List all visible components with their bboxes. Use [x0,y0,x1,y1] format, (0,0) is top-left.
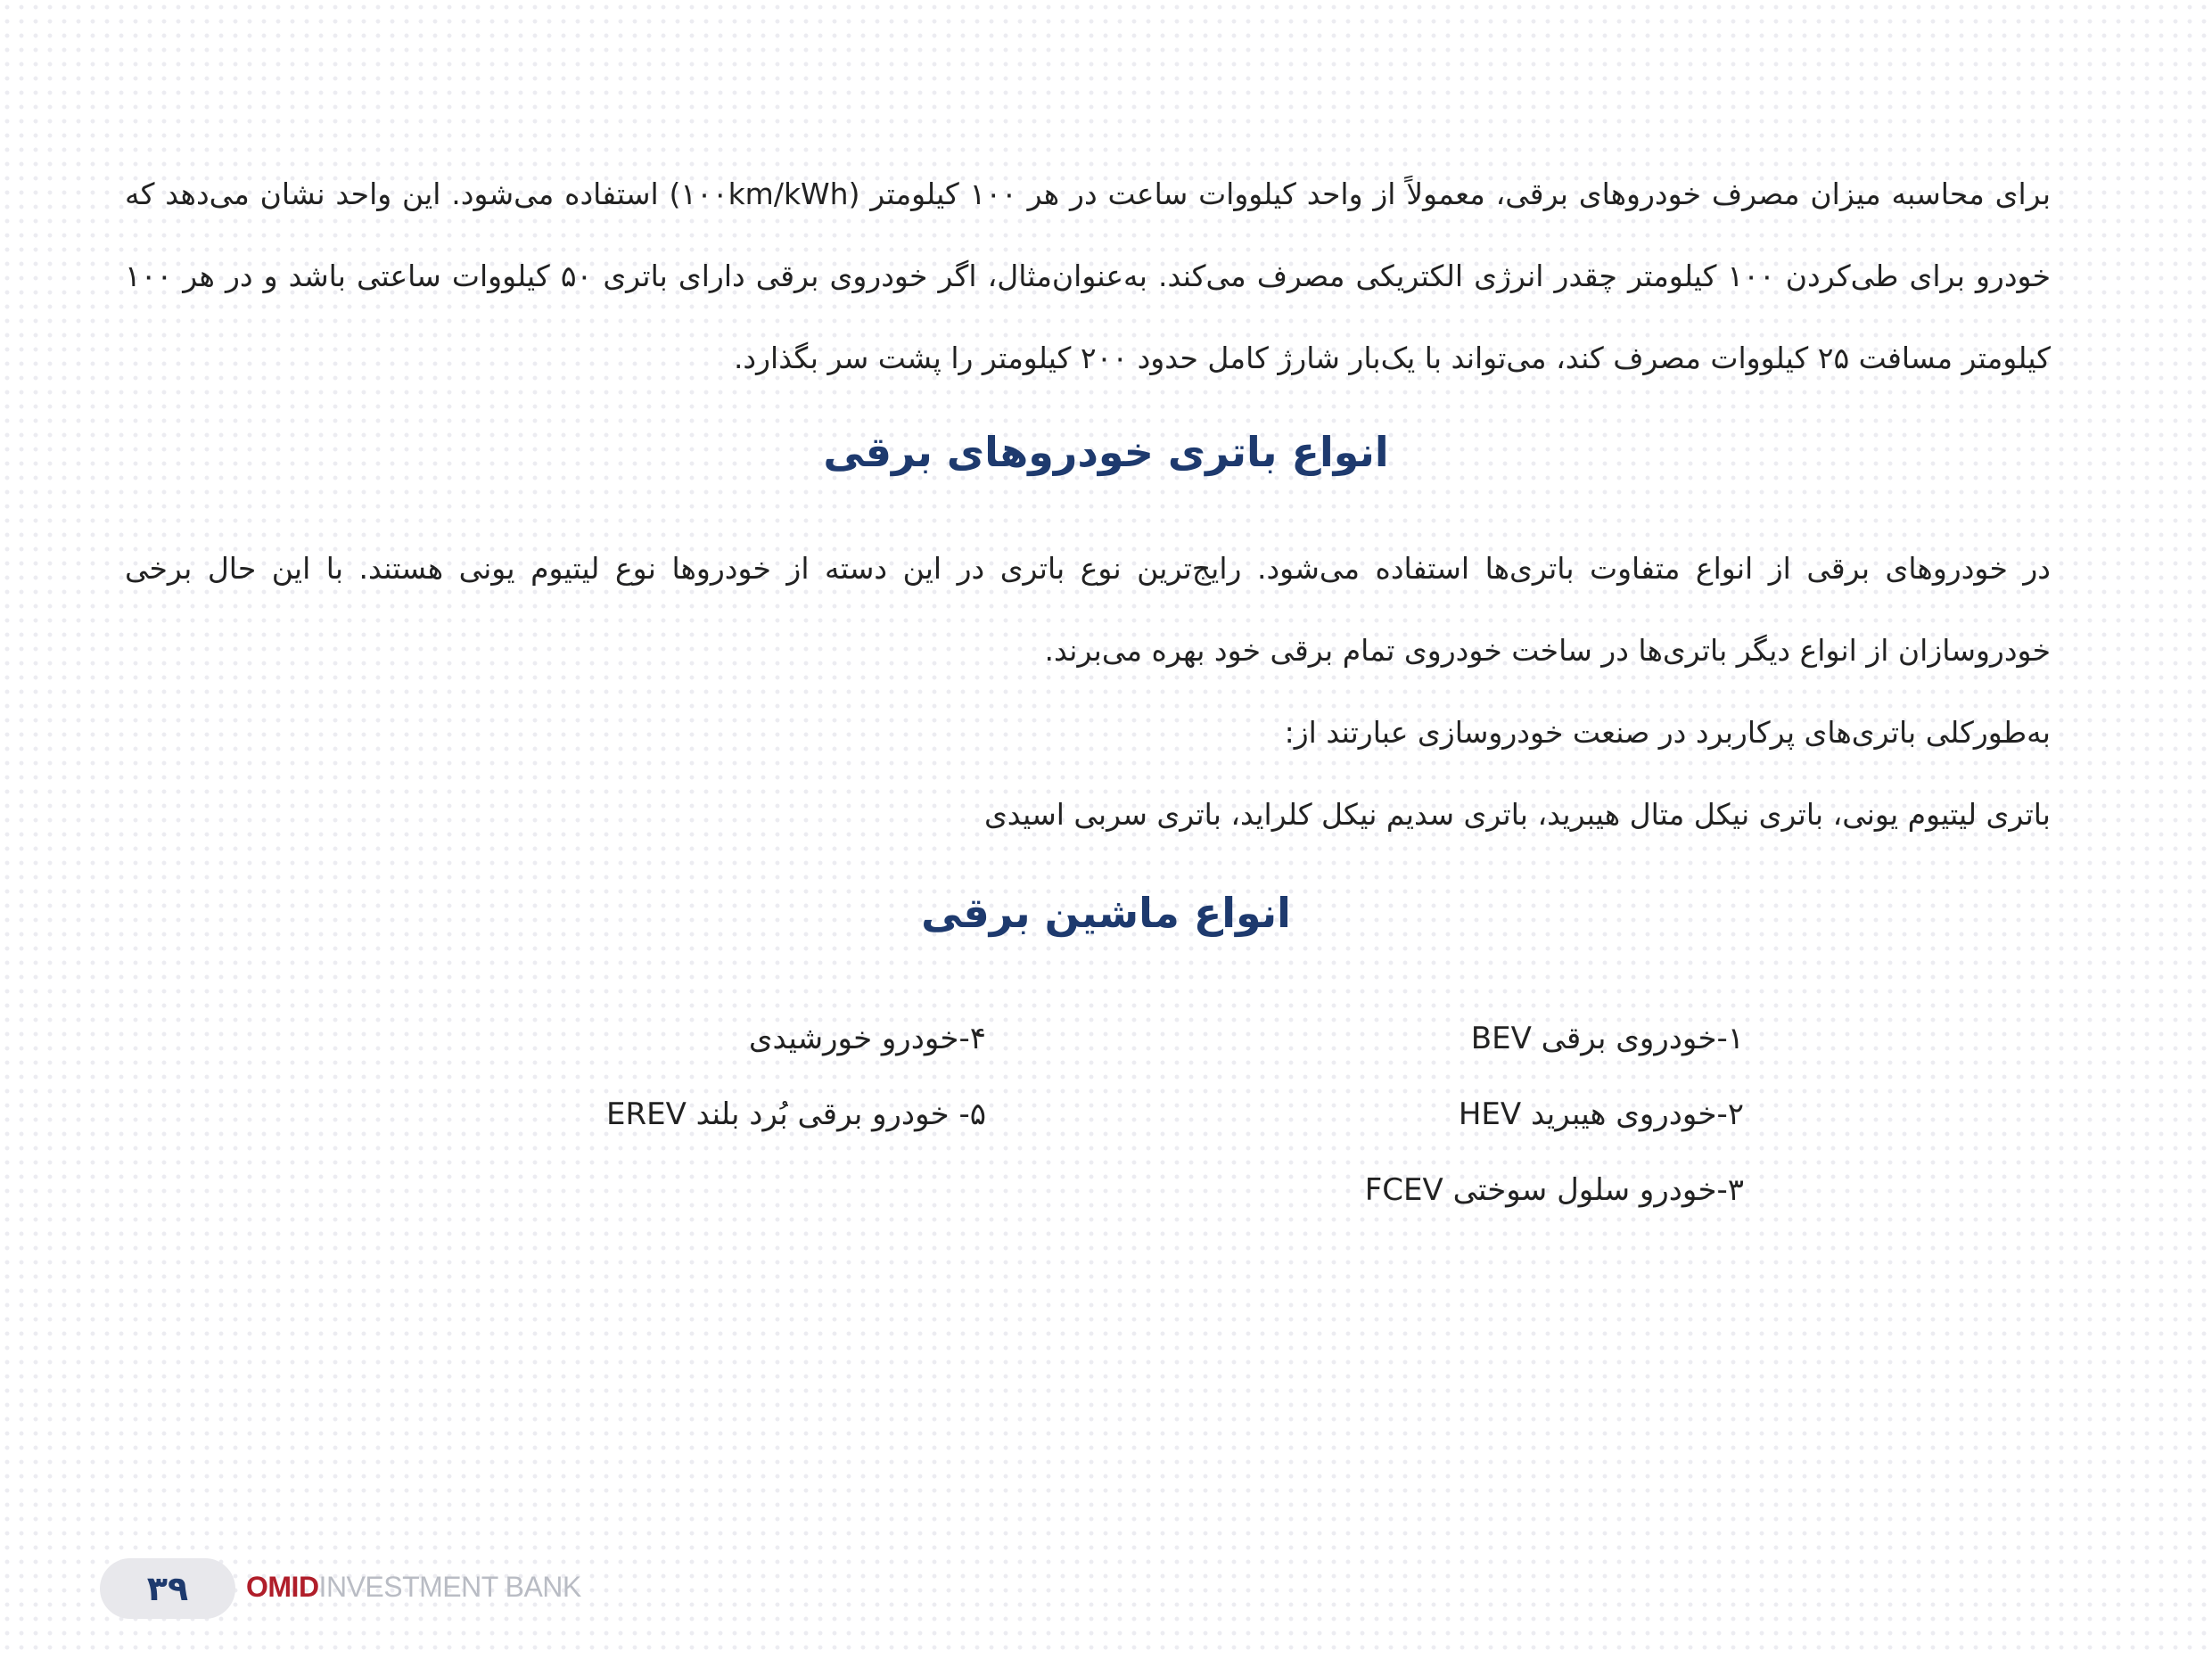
brand-logo-text [246,1571,581,1604]
ev-type-item-fcev: ۳-خودرو سلول سوختی FCEV [1364,1172,1744,1208]
ev-type-item-erev: ۵- خودرو برقی بُرد بلند EREV [606,1096,986,1132]
ev-types-heading: انواع ماشین برقی [921,889,1291,937]
brand-name-light: INVESTMENT BANK [318,1571,581,1603]
common-batteries-intro: به‌طورکلی باتری‌های پرکاربرد در صنعت خودروسازی عبارتند از: [1284,715,2051,750]
brand-name-strong: OMID [246,1571,319,1603]
page-number: ۳۹ [146,1569,189,1608]
ev-type-item-hev: ۲-خودروی هیبرید HEV [1458,1096,1744,1132]
intro-paragraph: برای محاسبه میزان مصرف خودروهای برقی، معمولاً از واحد کیلووات ساعت در هر ۱۰۰ کیلومتر (۱۰۰km/kWh) استفاده می‌شود. این واحد نشان می‌دهد که خودرو برای طی‌کردن ۱۰۰ کیلومتر چقدر انرژی الکتریکی مصرف می‌کند. به‌عنوان‌مثال، اگر خودروی برقی دارای باتری ۵۰ کیلووات ساعتی باشد و در هر ۱۰۰ کیلومتر مسافت ۲۵ کیلووات مصرف کند، می‌تواند با یک‌بار شارژ کامل حدود ۲۰۰ کیلومتر را پشت سر بگذارد. [125,177,2052,375]
battery-types-heading: انواع باتری خودروهای برقی [823,428,1389,476]
page-number-badge [100,1558,235,1619]
ev-type-item-bev: ۱-خودروی برقی BEV [1470,1021,1744,1056]
common-batteries-list: باتری لیتیوم یونی، باتری نیکل متال هیبرید، باتری سدیم نیکل کلراید، باتری سربی اسیدی [983,797,2051,832]
ev-type-item-solar: ۴-خودرو خورشیدی [748,1021,986,1056]
battery-types-paragraph: در خودروهای برقی از انواع متفاوت باتری‌ها استفاده می‌شود. رایج‌ترین نوع باتری در این دسته از خودروها نوع لیتیوم یونی هستند. با این حال برخی خودروسازان از انواع دیگر باتری‌ها در ساخت خودروی تمام برقی خود بهره می‌برند. [125,551,2051,668]
